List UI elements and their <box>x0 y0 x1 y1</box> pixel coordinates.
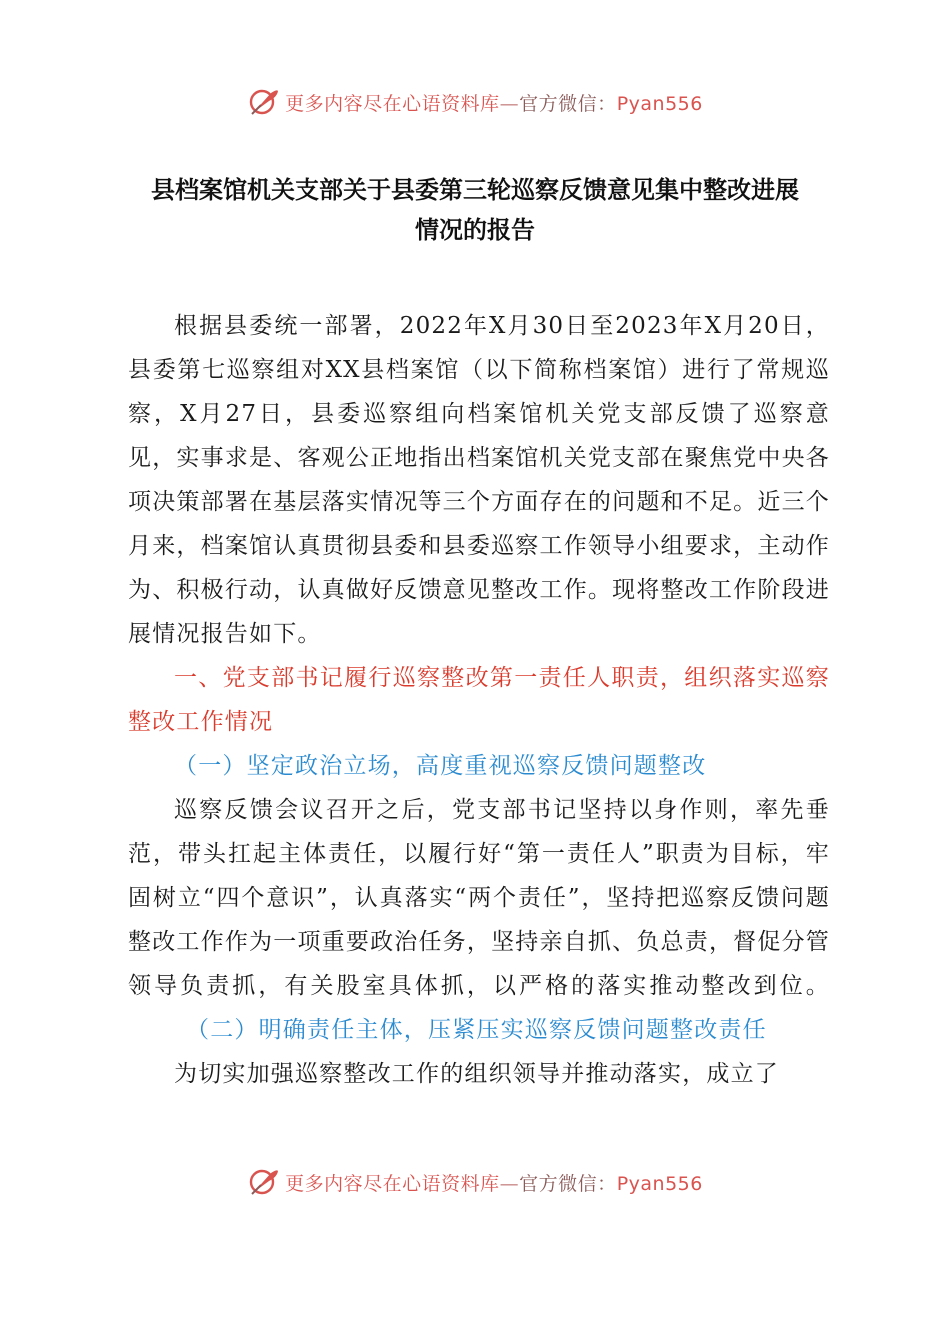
watermark-id: Pyan556 <box>616 1172 703 1195</box>
paragraph-2 <box>128 788 830 1052</box>
intro-paragraph: 根据县委统一部署，2022年X月30日至2023年X月20日，县委第七巡察组对XX县档案馆（以下简称档案馆）进行了常规巡察，X月27日，县委巡察组向档案馆机关党支部反馈了巡察意见，实事求是、客观公正地指出档案馆机关党支部在聚焦党中央各项决策部署在基层落实情况等三个方面存在的问题和不足。近三个月来，档案馆认真贯彻县委和县委巡察工作领导小组要求，主动作为、积极行动，认真做好反馈意见整改工作。现将整改工作阶段进展情况报告如下。 <box>128 313 830 647</box>
title-line-2: 情况的报告 <box>415 216 535 244</box>
watermark-main: 更多内容尽在心语资料库 <box>285 92 500 115</box>
paragraph-3: 为切实加强巡察整改工作的组织领导并推动落实，成立了 <box>174 1061 779 1087</box>
section-heading-1: 一、党支部书记履行巡察整改第一责任人职责，组织落实巡察整改工作情况 <box>128 665 830 735</box>
document-body <box>128 304 830 1096</box>
feather-pen-logo-icon <box>247 1165 281 1199</box>
footer-watermark <box>0 1162 950 1202</box>
subsection-heading-1: （一）坚定政治立场，高度重视巡察反馈问题整改 <box>174 753 707 779</box>
watermark-dash: — <box>499 92 520 115</box>
header-watermark <box>0 82 950 122</box>
watermark-text <box>285 1169 703 1196</box>
watermark-id: Pyan556 <box>616 92 703 115</box>
watermark-text <box>285 89 703 116</box>
watermark-dash: — <box>499 1172 520 1195</box>
document-title <box>120 170 830 250</box>
subsection-heading-2: （二）明确责任主体，压紧压实巡察反馈问题整改责任 <box>186 1017 767 1043</box>
watermark-label: 官方微信： <box>519 92 617 115</box>
feather-pen-logo-icon <box>247 85 281 119</box>
title-line-1: 县档案馆机关支部关于县委第三轮巡察反馈意见集中整改进展 <box>151 176 799 204</box>
watermark-label: 官方微信： <box>519 1172 617 1195</box>
paragraph-2-text: 巡察反馈会议召开之后，党支部书记坚持以身作则，率先垂范，带头扛起主体责任，以履行好“第一责任人”职责为目标，牢固树立“四个意识”，认真落实“两个责任”，坚持把巡察反馈问题整改工作作为一项重要政治任务，坚持亲自抓、负总责，督促分管领导负责抓，有关股室具体抓，以严格的落实推动整改到位。 <box>128 797 830 999</box>
watermark-main: 更多内容尽在心语资料库 <box>285 1172 500 1195</box>
